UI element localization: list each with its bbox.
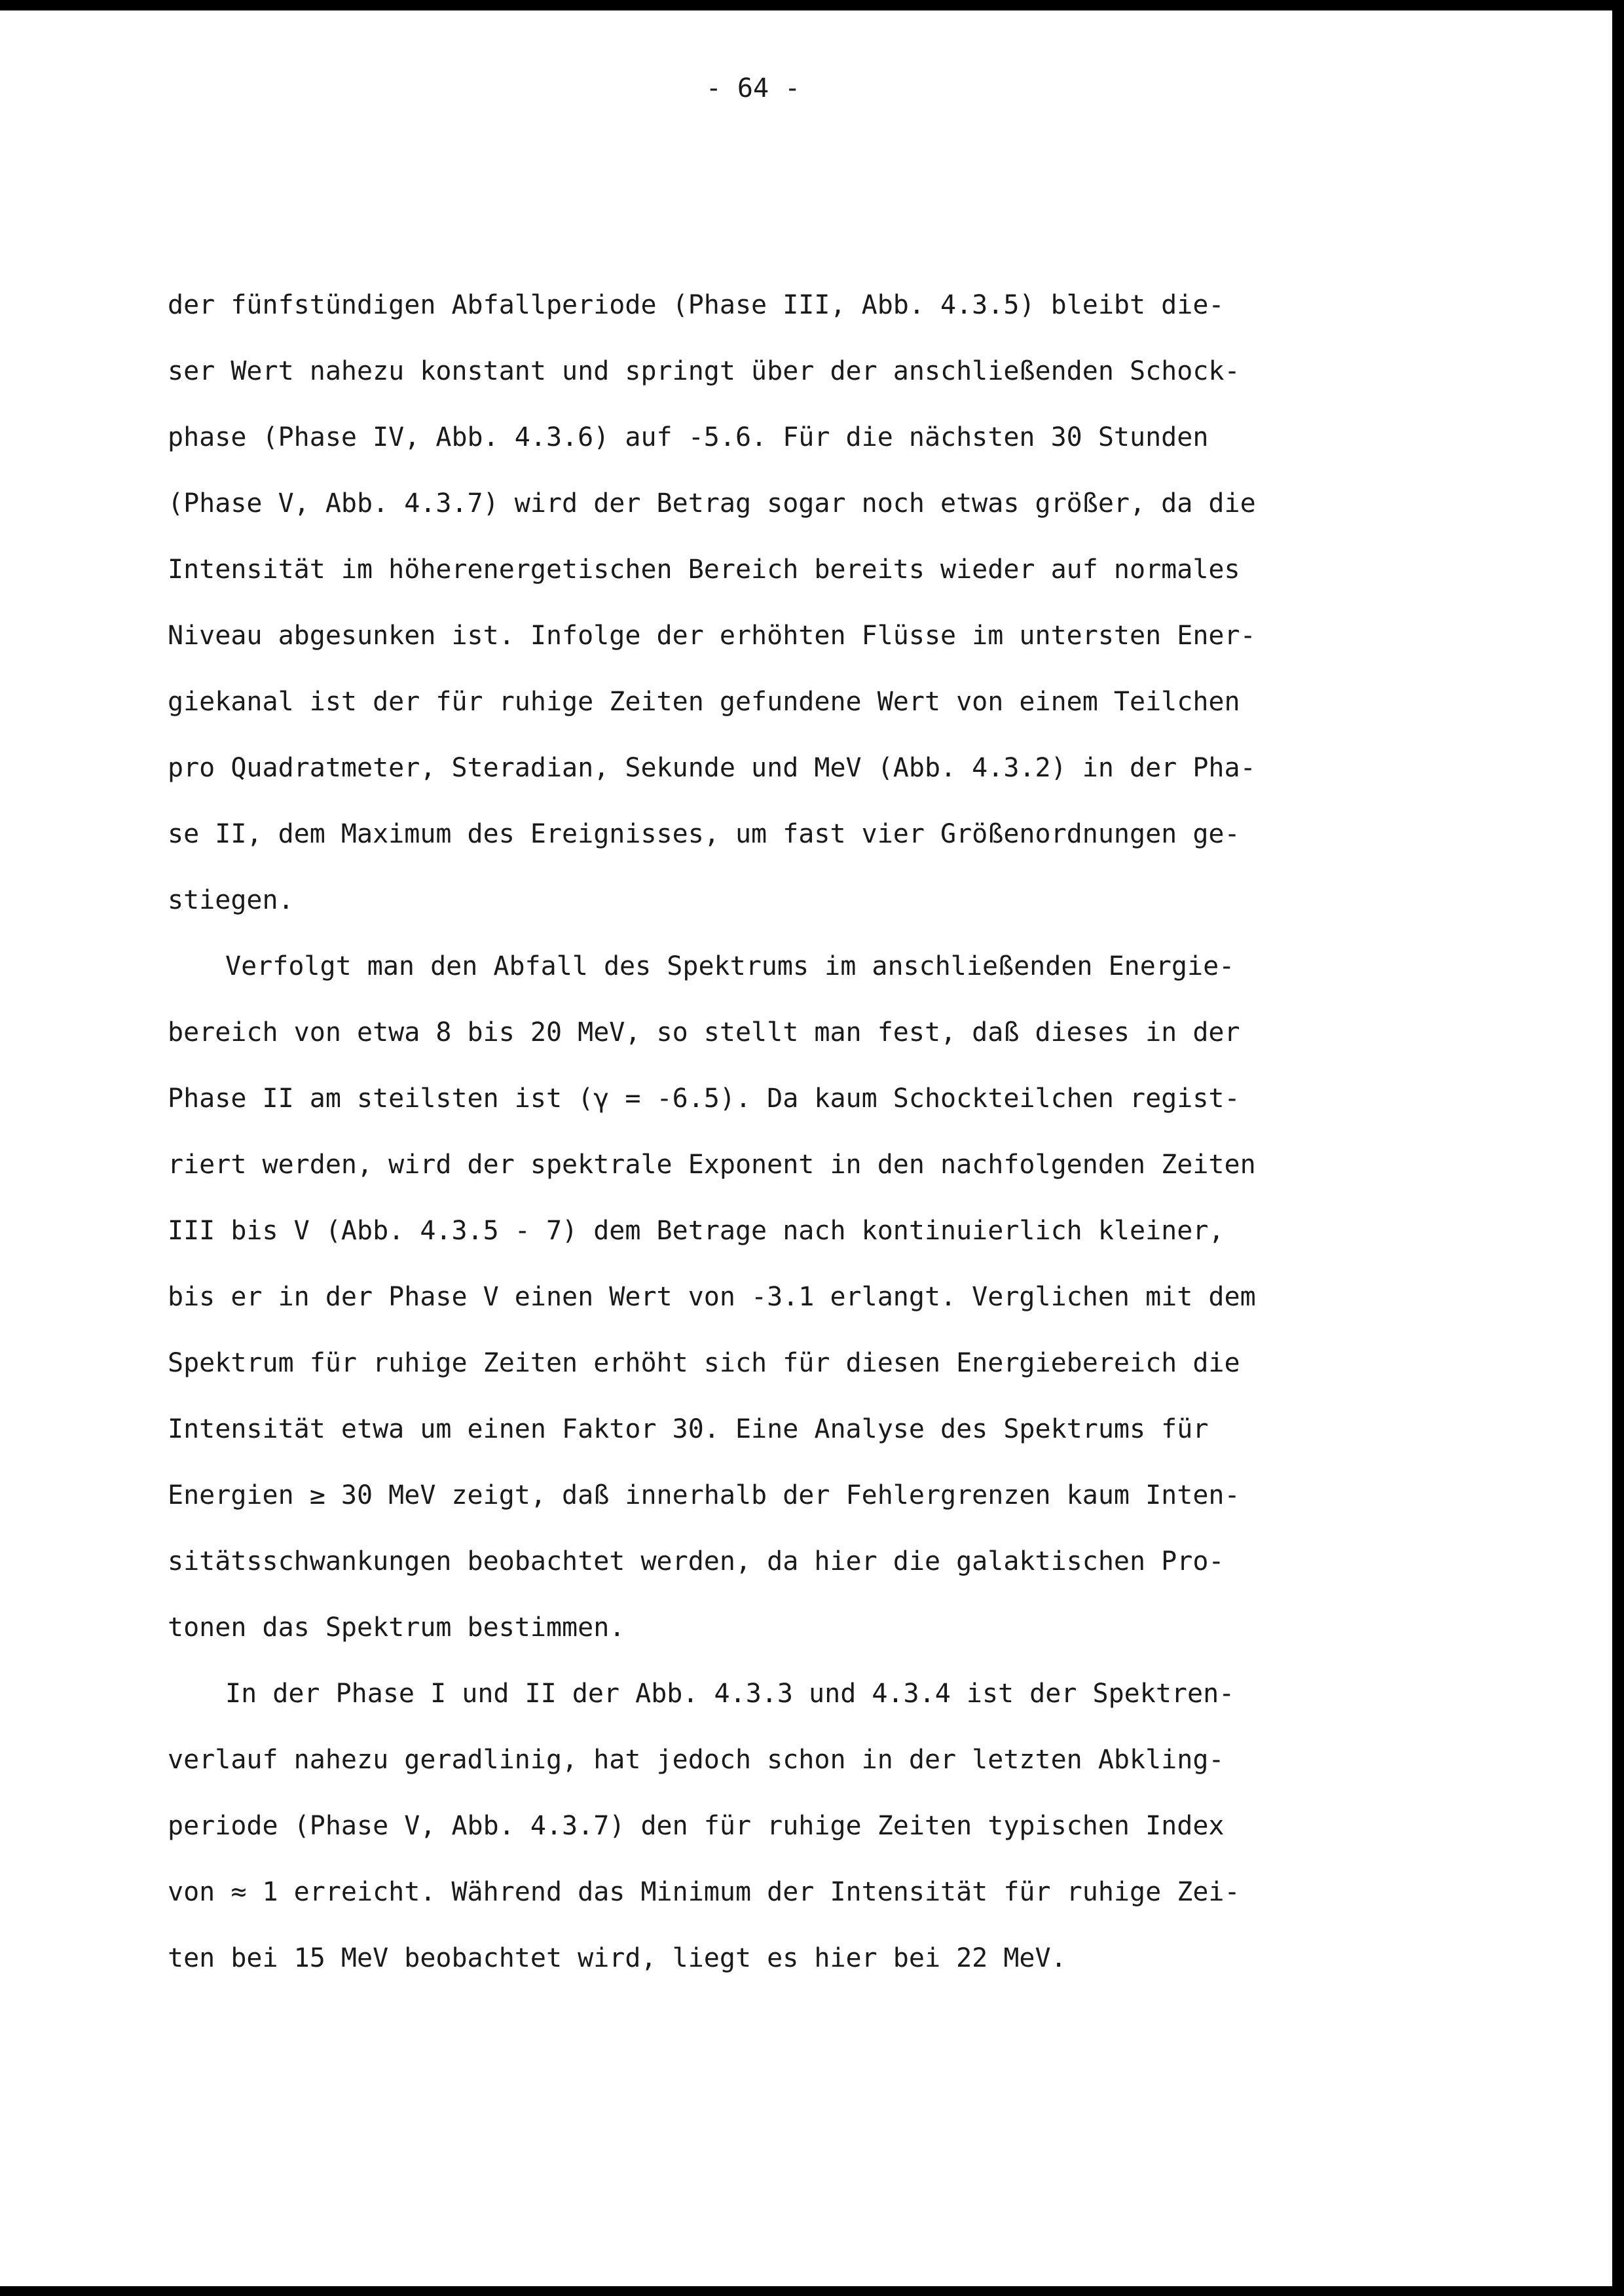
text-line: von ≈ 1 erreicht. Während das Minimum der Intensität für ruhige Zei- bbox=[168, 1877, 1240, 1907]
text-line: sitätsschwankungen beobachtet werden, da hier die galaktischen Pro- bbox=[168, 1546, 1225, 1576]
text-line: In der Phase I und II der Abb. 4.3.3 und 4.3.4 ist der Spektren- bbox=[225, 1679, 1235, 1709]
text-line: bis er in der Phase V einen Wert von -3.1 erlangt. Verglichen mit dem bbox=[168, 1282, 1256, 1312]
text-line: phase (Phase IV, Abb. 4.3.6) auf -5.6. Für die nächsten 30 Stunden bbox=[168, 422, 1209, 452]
page-number: - 64 - bbox=[705, 73, 801, 103]
text-line: Intensität etwa um einen Faktor 30. Eine Analyse des Spektrums für bbox=[168, 1414, 1209, 1444]
text-line: ten bei 15 MeV beobachtet wird, liegt es hier bei 22 MeV. bbox=[168, 1943, 1067, 1973]
document-page bbox=[0, 10, 1612, 2286]
text-line: (Phase V, Abb. 4.3.7) wird der Betrag sogar noch etwas größer, da die bbox=[168, 488, 1256, 519]
text-line: giekanal ist der für ruhige Zeiten gefundene Wert von einem Teilchen bbox=[168, 687, 1240, 717]
text-line: der fünfstündigen Abfallperiode (Phase III, Abb. 4.3.5) bleibt die- bbox=[168, 290, 1225, 320]
text-line: Verfolgt man den Abfall des Spektrums im anschließenden Energie- bbox=[225, 951, 1235, 981]
text-line: III bis V (Abb. 4.3.5 - 7) dem Betrage nach kontinuierlich kleiner, bbox=[168, 1216, 1225, 1246]
text-line: riert werden, wird der spektrale Exponent in den nachfolgenden Zeiten bbox=[168, 1150, 1256, 1180]
text-line: Niveau abgesunken ist. Infolge der erhöhten Flüsse im untersten Ener- bbox=[168, 621, 1256, 651]
text-line: Spektrum für ruhige Zeiten erhöht sich für diesen Energiebereich die bbox=[168, 1348, 1240, 1378]
text-line: stiegen. bbox=[168, 885, 294, 915]
text-line: Phase II am steilsten ist (γ = -6.5). Da kaum Schockteilchen regist- bbox=[168, 1084, 1240, 1114]
text-line: Intensität im höherenergetischen Bereich bereits wieder auf normales bbox=[168, 555, 1240, 585]
text-line: Energien ≥ 30 MeV zeigt, daß innerhalb der Fehlergrenzen kaum Inten- bbox=[168, 1480, 1240, 1510]
text-line: bereich von etwa 8 bis 20 MeV, so stellt man fest, daß dieses in der bbox=[168, 1017, 1240, 1048]
text-line: periode (Phase V, Abb. 4.3.7) den für ruhige Zeiten typischen Index bbox=[168, 1811, 1225, 1841]
text-line: pro Quadratmeter, Steradian, Sekunde und MeV (Abb. 4.3.2) in der Pha- bbox=[168, 753, 1256, 783]
text-line: verlauf nahezu geradlinig, hat jedoch schon in der letzten Abkling- bbox=[168, 1745, 1225, 1775]
text-line: tonen das Spektrum bestimmen. bbox=[168, 1613, 625, 1643]
text-line: ser Wert nahezu konstant und springt über der anschließenden Schock- bbox=[168, 356, 1240, 386]
text-line: se II, dem Maximum des Ereignisses, um fast vier Größenordnungen ge- bbox=[168, 819, 1240, 849]
